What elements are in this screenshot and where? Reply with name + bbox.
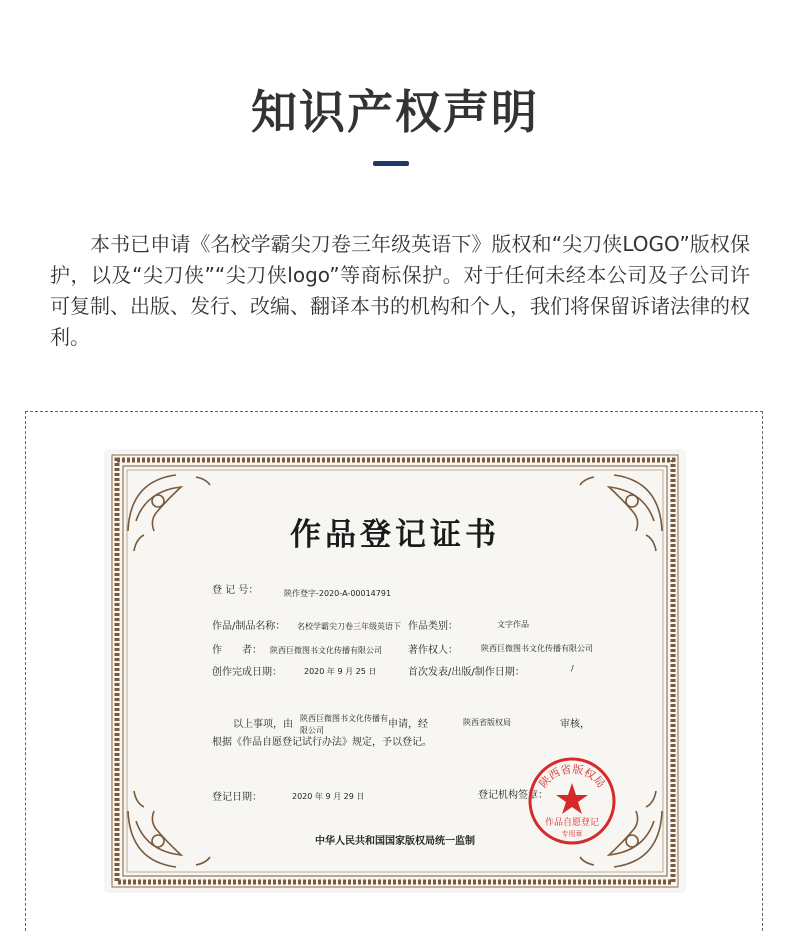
page-title: 知识产权声明 [251, 85, 539, 139]
author-label: 作 者： [212, 645, 262, 656]
body-applicant: 陕西巨微图书文化传播有限公司 [300, 714, 388, 735]
reg-no-label: 登 记 号： [212, 585, 259, 596]
work-type-label: 作品类别： [408, 621, 458, 632]
body-mid: 申请，经 [388, 719, 428, 730]
certificate-title: 作品登记证书 [290, 517, 500, 553]
author-value: 陕西巨微图书文化传播有限公司 [270, 646, 382, 655]
publish-date-label: 首次发表/出版/制作日期： [408, 667, 525, 678]
body-line2: 根据《作品自愿登记试行办法》规定，予以登记。 [212, 737, 432, 748]
body-suffix: 审核， [560, 719, 590, 730]
title-underline [373, 161, 409, 166]
work-name-value: 名校学霸尖刀卷三年级英语下 [297, 622, 401, 631]
agency-seal-label: 登记机构签章： [478, 790, 548, 801]
work-name-label: 作品/制品名称： [212, 621, 286, 632]
publish-date-value: / [571, 664, 574, 673]
body-prefix: 以上事项，由 [233, 719, 293, 730]
certificate [106, 451, 684, 891]
completion-date-value: 2020 年 9 月 25 日 [304, 667, 377, 676]
seal-star-icon [556, 783, 588, 814]
reg-date-label: 登记日期： [212, 792, 262, 803]
seal-outer-text: 陕西省版权局 [536, 762, 608, 791]
reg-no-value: 陕作登字-2020-A-00014791 [284, 589, 392, 598]
corner-ornament-bl [128, 791, 210, 867]
ip-statement: 本书已申请《名校学霸尖刀卷三年级英语下》版权和“尖刀侠LOGO”版权保护，以及“尖刀侠”“尖刀侠logo”等商标保护。对于任何未经本公司及子公司许可复制、出版、发行、改编、翻译本书的机构和个人，我们将保留诉诸法律的权利。 [50, 232, 750, 349]
seal-inner-text: 作品自愿登记 [544, 818, 600, 828]
issuer-text: 中华人民共和国国家版权局统一监制 [315, 836, 475, 847]
reg-date-value: 2020 年 9 月 29 日 [292, 792, 365, 801]
completion-date-label: 创作完成日期： [212, 667, 282, 678]
owner-value: 陕西巨微图书文化传播有限公司 [481, 644, 593, 653]
work-type-value: 文字作品 [497, 620, 529, 629]
body-authority: 陕西省版权局 [463, 718, 511, 727]
owner-label: 著作权人： [408, 645, 458, 656]
seal-bottom-text: 专用章 [561, 830, 583, 838]
